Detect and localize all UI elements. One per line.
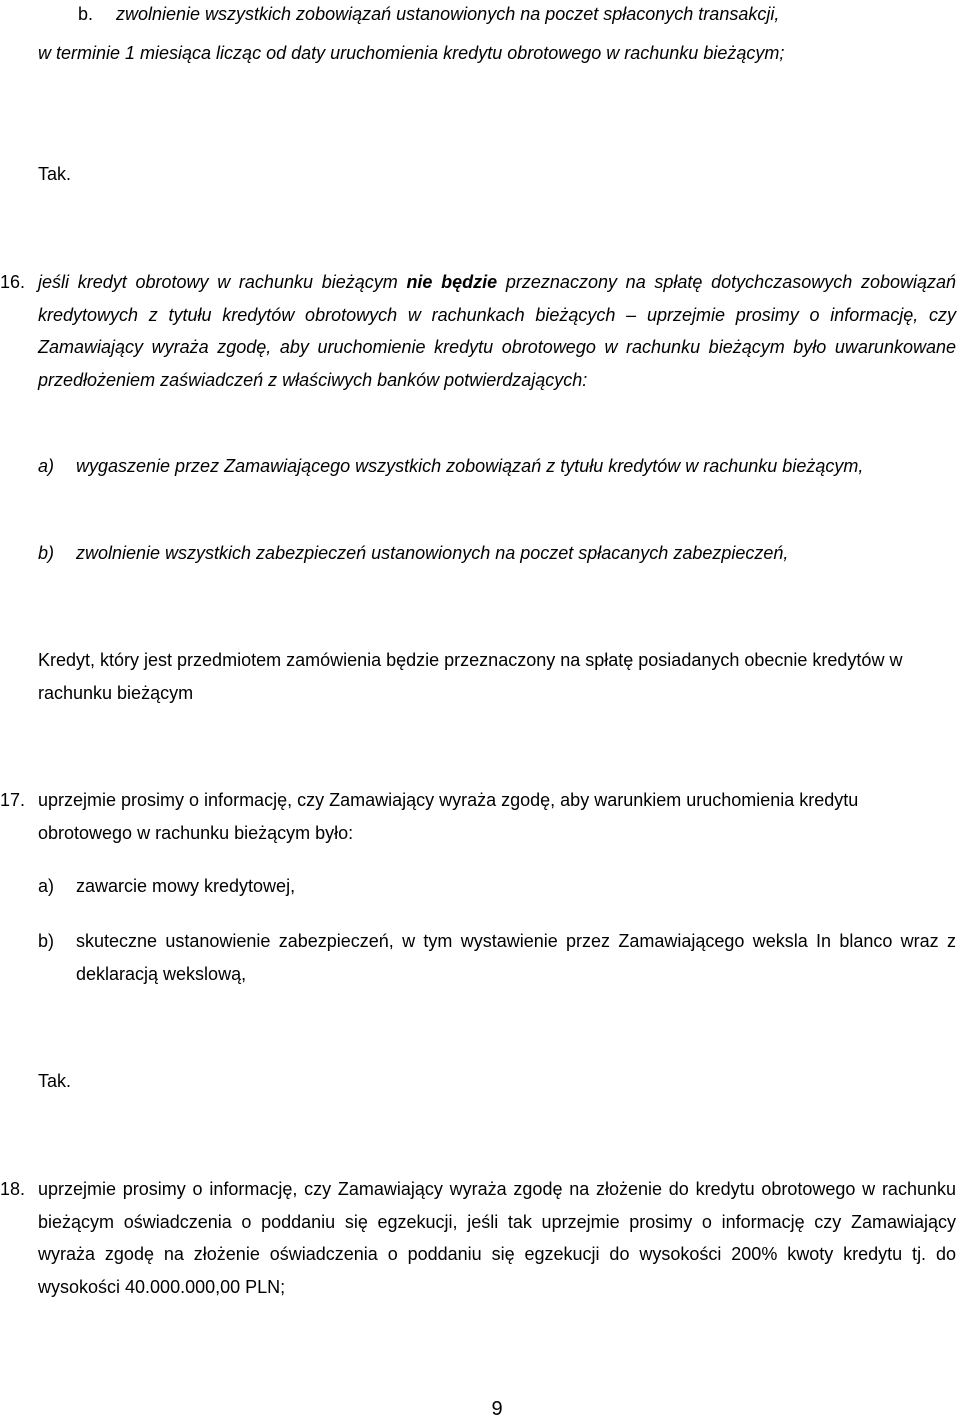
intro-b-continuation: w terminie 1 miesiąca licząc od daty uruchomienia kredytu obrotowego w rachunku bieżącym;: [38, 43, 785, 63]
question-16-a-marker: a): [38, 456, 55, 476]
question-16-number: 16.: [0, 272, 26, 292]
question-17-item-b: [38, 925, 956, 990]
question-16-b-marker: b): [38, 543, 55, 563]
question-16-a-text: wygaszenie przez Zamawiającego wszystkich zobowiązań z tytułu kredytów w rachunku bieżącym,: [76, 456, 864, 476]
question-17-item-a: [38, 870, 956, 903]
question-16-text: jeśli kredyt obrotowy w rachunku bieżącym nie będzie przeznaczony na spłatę dotychczasowych zobowiązań kredytowych z tytułu kredytów obrotowych w rachunkach bieżących – uprzejmie prosimy o informację, czy Zamawiający wyraża zgodę, aby uruchomienie kredytu obrotowego w rachunku bieżącym było uwarunkowane przedłożeniem zaświadczeń z właściwych banków potwierdzających:: [38, 272, 957, 390]
question-17-a-marker: a): [38, 876, 55, 896]
question-16-item-a: [38, 450, 956, 483]
question-17-a-text: zawarcie mowy kredytowej,: [76, 876, 296, 896]
question-18: [0, 1173, 956, 1303]
question-18-number: 18.: [0, 1179, 26, 1199]
intro-b-text: zwolnienie wszystkich zobowiązań ustanowionych na poczet spłaconych transakcji,: [116, 4, 780, 24]
page-number: 9: [491, 1398, 503, 1420]
intro-answer: Tak.: [38, 164, 72, 184]
question-16: [0, 266, 957, 396]
question-17-answer: Tak.: [38, 1071, 72, 1091]
question-17: [0, 784, 956, 849]
question-17-b-marker: b): [38, 931, 55, 951]
question-17-b-text: skuteczne ustanowienie zabezpieczeń, w tym wystawienie przez Zamawiającego weksla In blanco wraz z deklaracją wekslową,: [76, 931, 956, 984]
question-16-b-text: zwolnienie wszystkich zabezpieczeń ustanowionych na poczet spłacanych zabezpieczeń,: [76, 543, 789, 563]
question-16-emphasis: nie będzie: [406, 272, 498, 292]
question-16-answer: Kredyt, który jest przedmiotem zamówienia będzie przeznaczony na spłatę posiadanych obecnie kredytów w rachunku bieżącym: [38, 650, 903, 703]
question-17-number: 17.: [0, 790, 26, 810]
question-17-text: uprzejmie prosimy o informację, czy Zamawiający wyraża zgodę, aby warunkiem uruchomienia kredytu obrotowego w rachunku bieżącym było:: [38, 790, 859, 843]
question-16-item-b: [38, 537, 956, 570]
question-18-text: uprzejmie prosimy o informację, czy Zamawiający wyraża zgodę na złożenie do kredytu obrotowego w rachunku bieżącym oświadczenia o poddaniu się egzekucji, jeśli tak uprzejmie prosimy o informację czy Zamawiający wyraża zgodę na złożenie oświadczenia o poddaniu się egzekucji do wysokości 200% kwoty kredytu tj. do wysokości 40.000.000,00 PLN;: [38, 1179, 956, 1297]
intro-b-marker: b.: [78, 4, 94, 24]
